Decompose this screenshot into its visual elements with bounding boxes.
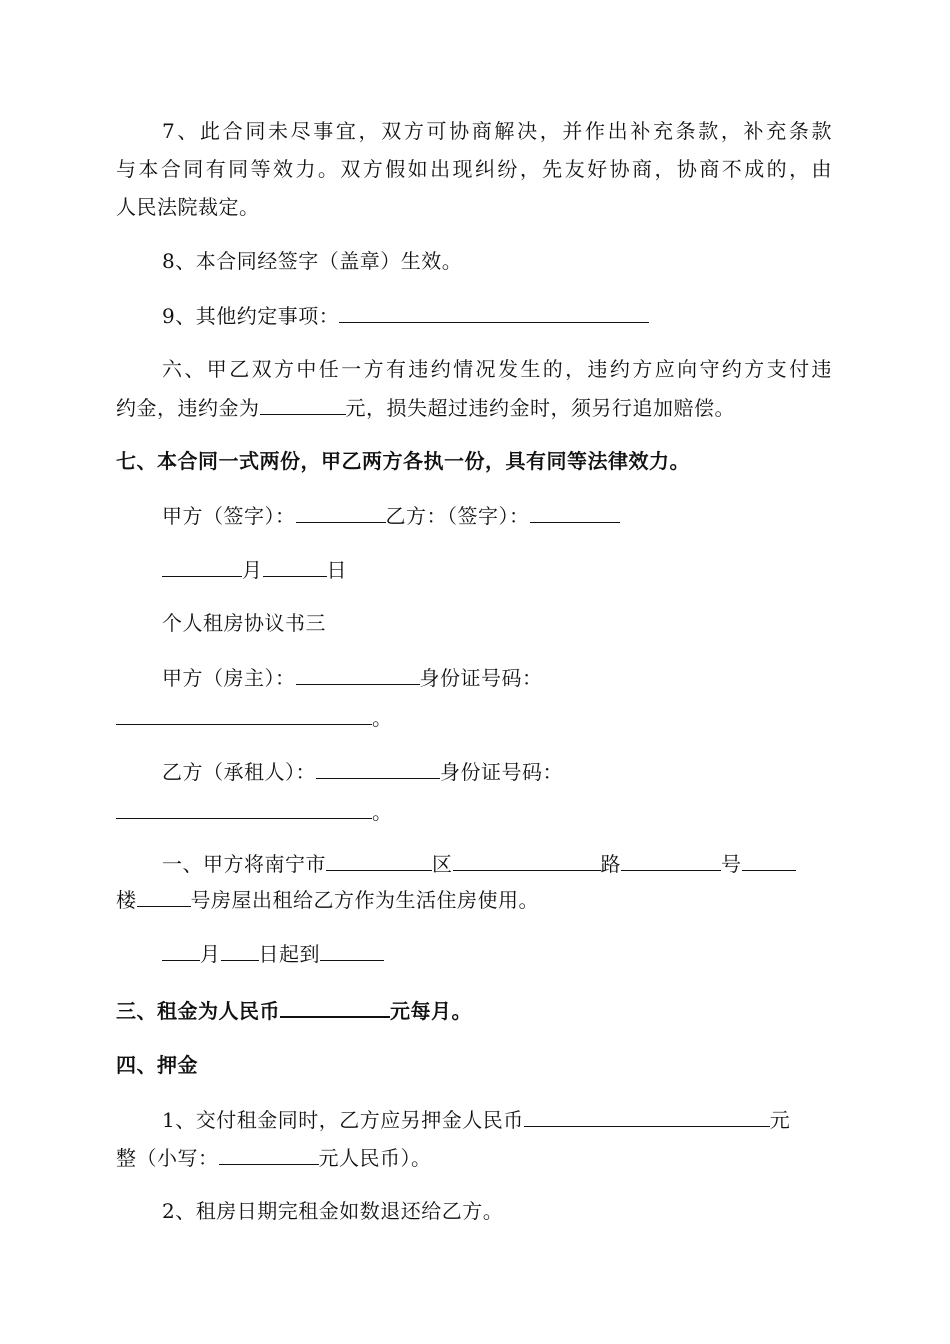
deposit-lowercase-unit: 元人民币）。	[318, 1146, 432, 1170]
district-blank	[326, 850, 432, 871]
penalty-amount-blank	[260, 394, 346, 415]
deposit-lowercase-label: 整（小写：	[116, 1146, 219, 1170]
tenant-name-blank	[316, 758, 440, 779]
landlord-id-blank	[116, 704, 372, 725]
term-month-blank	[162, 940, 200, 961]
section-4-deposit: 四、押金	[116, 1053, 198, 1077]
section-1-district: 区	[432, 852, 453, 876]
landlord-id-period: 。	[372, 706, 393, 730]
other-matters-blank	[339, 302, 649, 323]
tenant-id-label: 身份证号码：	[440, 760, 563, 784]
term-day-blank	[221, 940, 259, 961]
section-1-building: 楼	[116, 888, 137, 912]
tenant-label: 乙方（承租人）：	[162, 760, 316, 784]
term-month-label: 月	[200, 942, 221, 966]
section-6-line-2	[116, 394, 832, 421]
section-1-number: 号	[721, 852, 742, 876]
deposit-1-text: 1、交付租金同时，乙方应另押金人民币	[162, 1108, 524, 1132]
rent-amount-blank	[280, 996, 390, 1018]
date-month-label: 月	[242, 558, 263, 582]
tenant-id-blank	[116, 798, 372, 819]
date-line	[162, 556, 832, 583]
deposit-lowercase-blank	[219, 1144, 319, 1165]
deposit-1-line-2	[116, 1144, 832, 1171]
rent-unit: 元每月。	[390, 999, 472, 1023]
deposit-2: 2、租房日期完租金如数退还给乙方。	[162, 1199, 504, 1223]
party-a-signature-label: 甲方（签字）：	[162, 504, 296, 528]
section-1-road: 路	[600, 852, 621, 876]
clause-9-label: 9、其他约定事项：	[162, 304, 340, 328]
clause-8: 8、本合同经签字（盖章）生效。	[162, 249, 463, 273]
section-6-text-a: 约金，违约金为	[116, 396, 260, 420]
rent-label: 三、租金为人民币	[116, 999, 280, 1023]
clause-9	[162, 302, 832, 329]
section-1-line-1	[162, 850, 832, 877]
section-6-text-b: 元，损失超过违约金时，须另行追加赔偿。	[345, 396, 735, 420]
section-3-rent	[116, 996, 832, 1024]
section-6-line-1: 六、甲乙双方中任一方有违约情况发生的，违约方应向守约方支付违	[162, 357, 832, 381]
tenant-line	[162, 758, 832, 785]
date-year-month-blank	[162, 556, 242, 577]
section-1-line-2	[116, 886, 832, 913]
clause-7-line-2: 与本合同有同等效力。双方假如出现纠纷，先友好协商，协商不成的，由	[116, 157, 832, 181]
tenant-id-line	[116, 798, 832, 825]
landlord-label: 甲方（房主）：	[162, 666, 296, 690]
deposit-yuan: 元	[769, 1108, 791, 1132]
room-blank	[137, 886, 191, 907]
term-line	[162, 940, 832, 967]
landlord-line	[162, 664, 832, 691]
landlord-id-line	[116, 704, 832, 731]
signature-line	[162, 502, 832, 529]
building-blank	[742, 850, 796, 871]
deposit-1-line-1	[162, 1106, 832, 1133]
section-7-heading: 七、本合同一式两份，甲乙两方各执一份，具有同等法律效力。	[116, 449, 690, 473]
party-b-signature-blank	[530, 502, 620, 523]
agreement-3-title: 个人租房协议书三	[162, 611, 326, 635]
section-1-city: 一、甲方将南宁市	[162, 852, 326, 876]
clause-7-line-3: 人民法院裁定。	[116, 195, 260, 219]
party-a-signature-blank	[296, 502, 386, 523]
deposit-amount-blank	[524, 1106, 770, 1127]
term-end-blank	[320, 940, 384, 961]
date-day-blank	[263, 556, 327, 577]
tenant-id-period: 。	[372, 800, 393, 824]
landlord-name-blank	[296, 664, 420, 685]
clause-7-line-1: 7、此合同未尽事宜，双方可协商解决，并作出补充条款，补充条款	[162, 119, 832, 143]
road-blank	[453, 850, 601, 871]
landlord-id-label: 身份证号码：	[419, 666, 543, 690]
term-day-label: 日起到	[258, 942, 320, 966]
number-blank	[621, 850, 721, 871]
section-1-room-text: 号房屋出租给乙方作为生活住房使用。	[190, 888, 539, 912]
party-b-signature-label: 乙方：（签字）：	[385, 504, 530, 528]
date-day-label: 日	[326, 558, 347, 582]
